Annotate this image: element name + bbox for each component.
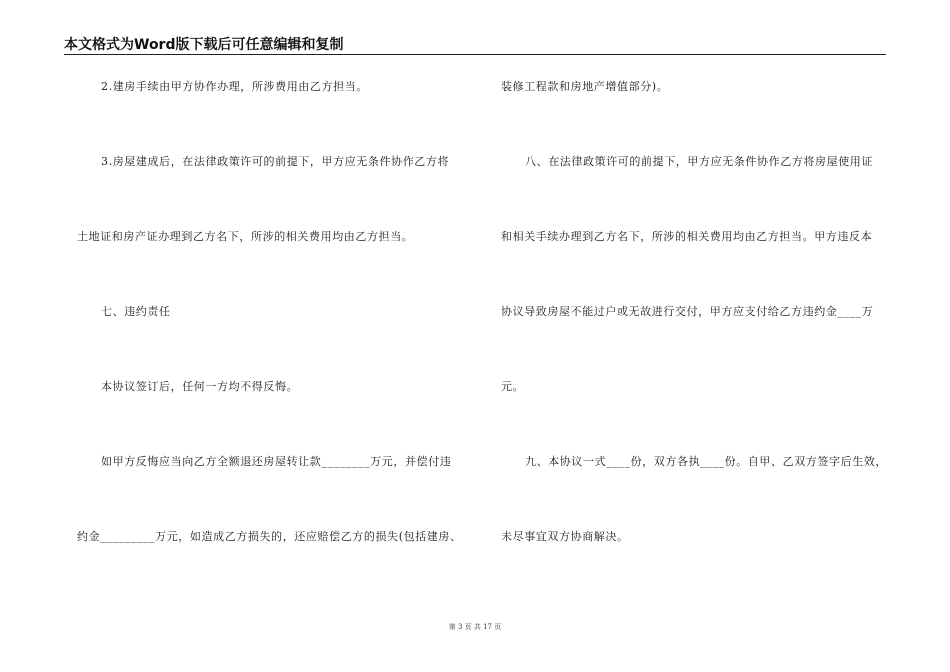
left-paragraph-1: 2.建房手续由甲方协作办理，所涉费用由乙方担当。 xyxy=(101,80,368,93)
right-paragraph-2-end: 元。 xyxy=(501,380,525,393)
document-header-title: 本文格式为Word版下载后可任意编辑和复制 xyxy=(64,37,344,53)
right-paragraph-2-cont: 和相关手续办理到乙方名下，所涉的相关费用均由乙方担当。甲方违反本 xyxy=(501,230,873,243)
left-paragraph-2-cont: 土地证和房产证办理到乙方名下，所涉的相关费用均由乙方担当。 xyxy=(77,230,414,243)
section-heading-breach: 七、违约责任 xyxy=(101,305,171,318)
right-paragraph-1: 装修工程款和房地产增值部分)。 xyxy=(501,80,669,93)
page-number: 第 3 页 共 17 页 xyxy=(448,623,502,631)
left-paragraph-5: 如甲方反悔应当向乙方全额退还房屋转让款________万元，并偿付违 xyxy=(101,455,452,468)
right-paragraph-3: 九、本协议一式____份，双方各执____份。自甲、乙双方签字后生效， xyxy=(525,455,887,468)
left-paragraph-2: 3.房屋建成后，在法律政策许可的前提下，甲方应无条件协作乙方将 xyxy=(101,155,450,168)
left-paragraph-5-cont: 约金_________万元，如造成乙方损失的，还应赔偿乙方的损失(包括建房、 xyxy=(77,530,462,543)
left-paragraph-4: 本协议签订后，任何一方均不得反悔。 xyxy=(101,380,299,393)
right-paragraph-3-cont: 未尽事宜双方协商解决。 xyxy=(501,530,629,543)
right-paragraph-2: 八、在法律政策许可的前提下，甲方应无条件协作乙方将房屋使用证 xyxy=(525,155,873,168)
header-divider xyxy=(64,54,886,55)
right-paragraph-2-cont2: 协议导致房屋不能过户或无故进行交付，甲方应支付给乙方违约金____万 xyxy=(501,305,874,318)
